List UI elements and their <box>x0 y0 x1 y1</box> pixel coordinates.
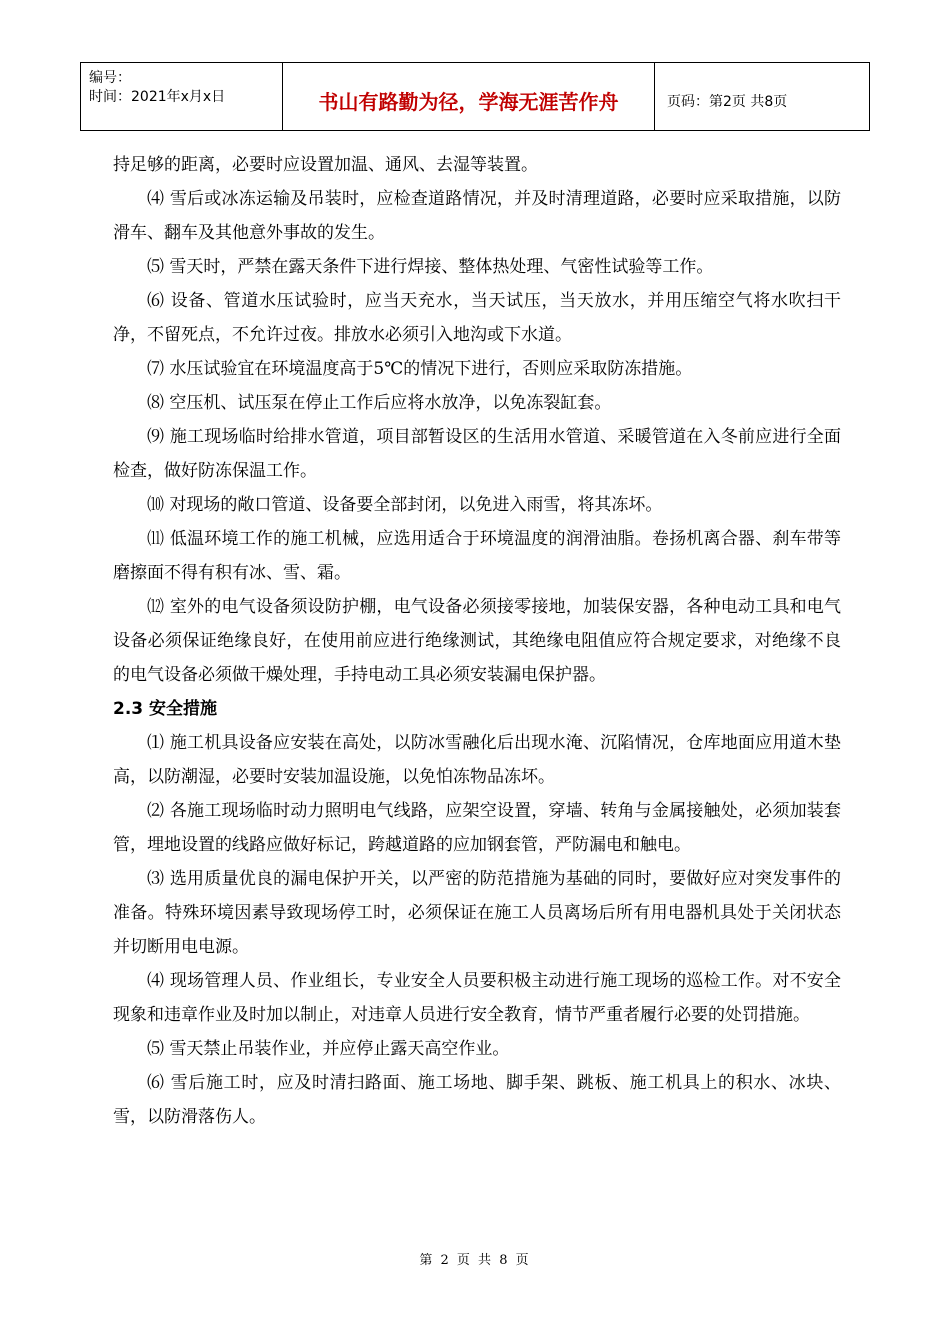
list-item: ⑸ 雪天禁止吊装作业，并应停止露天高空作业。 <box>147 1039 510 1059</box>
list-item: ⑽ 对现场的敞口管道、设备要全部封闭，以免进入雨雪，将其冻坏。 <box>147 495 663 515</box>
list-item: ⑾ 低温环境工作的施工机械，应选用适合于环境温度的润滑油脂。卷扬机离合器、刹车带等磨擦面不得有积有冰、雪、霜。 <box>113 529 841 583</box>
document-body <box>113 148 841 1134</box>
list-item: ⑿ 室外的电气设备须设防护棚，电气设备必须接零接地，加装保安器，各种电动工具和电气设备必须保证绝缘良好，在使用前应进行绝缘测试，其绝缘电阻值应符合规定要求，对绝缘不良的电气设备必须做干燥处理，手持电动工具必须安装漏电保护器。 <box>113 597 841 685</box>
list-item: ⑵ 各施工现场临时动力照明电气线路，应架空设置，穿墙、转角与金属接触处，必须加装套管，埋地设置的线路应做好标记，跨越道路的应加钢套管，严防漏电和触电。 <box>113 801 841 855</box>
serial-label: 编号： <box>89 70 131 86</box>
list-item: ⑺ 水压试验宜在环境温度高于5℃的情况下进行，否则应采取防冻措施。 <box>147 359 693 379</box>
list-item: ⑷ 雪后或冰冻运输及吊装时，应检查道路情况，并及时清理道路，必要时应采取措施，以防滑车、翻车及其他意外事故的发生。 <box>113 189 841 243</box>
date-label: 时间：2021年x月x日 <box>89 89 226 105</box>
list-item: ⑶ 选用质量优良的漏电保护开关，以严密的防范措施为基础的同时，要做好应对突发事件的准备。特殊环境因素导致现场停工时，必须保证在施工人员离场后所有用电器机具处于关闭状态并切断用电电源。 <box>113 869 841 957</box>
page-footer: 第 2 页 共 8 页 <box>419 1253 531 1268</box>
header-page-info: 页码：第2页 共8页 <box>667 93 788 110</box>
list-item: ⑴ 施工机具设备应安装在高处，以防冰雪融化后出现水淹、沉陷情况，仓库地面应用道木垫高，以防潮湿，必要时安装加温设施，以免怕冻物品冻坏。 <box>113 733 841 787</box>
list-item: ⑹ 雪后施工时，应及时清扫路面、施工场地、脚手架、跳板、施工机具上的积水、冰块、雪，以防滑落伤人。 <box>113 1073 841 1127</box>
list-item: ⑻ 空压机、试压泵在停止工作后应将水放净，以免冻裂缸套。 <box>147 393 612 413</box>
header-motto: 书山有路勤为径，学海无涯苦作舟 <box>283 63 655 130</box>
section-heading: 2.3 安全措施 <box>113 699 218 719</box>
list-item: ⑷ 现场管理人员、作业组长，专业安全人员要积极主动进行施工现场的巡检工作。对不安全现象和违章作业及时加以制止，对违章人员进行安全教育，情节严重者履行必要的处罚措施。 <box>113 971 841 1025</box>
list-item: ⑹ 设备、管道水压试验时，应当天充水，当天试压，当天放水，并用压缩空气将水吹扫干净，不留死点，不允许过夜。排放水必须引入地沟或下水道。 <box>113 291 841 345</box>
paragraph-continuation: 持足够的距离，必要时应设置加温、通风、去湿等装置。 <box>113 155 538 175</box>
list-item: ⑼ 施工现场临时给排水管道，项目部暂设区的生活用水管道、采暖管道在入冬前应进行全面检查，做好防冻保温工作。 <box>113 427 841 481</box>
header-meta <box>81 63 283 130</box>
list-item: ⑸ 雪天时，严禁在露天条件下进行焊接、整体热处理、气密性试验等工作。 <box>147 257 714 277</box>
page-header <box>80 62 870 131</box>
